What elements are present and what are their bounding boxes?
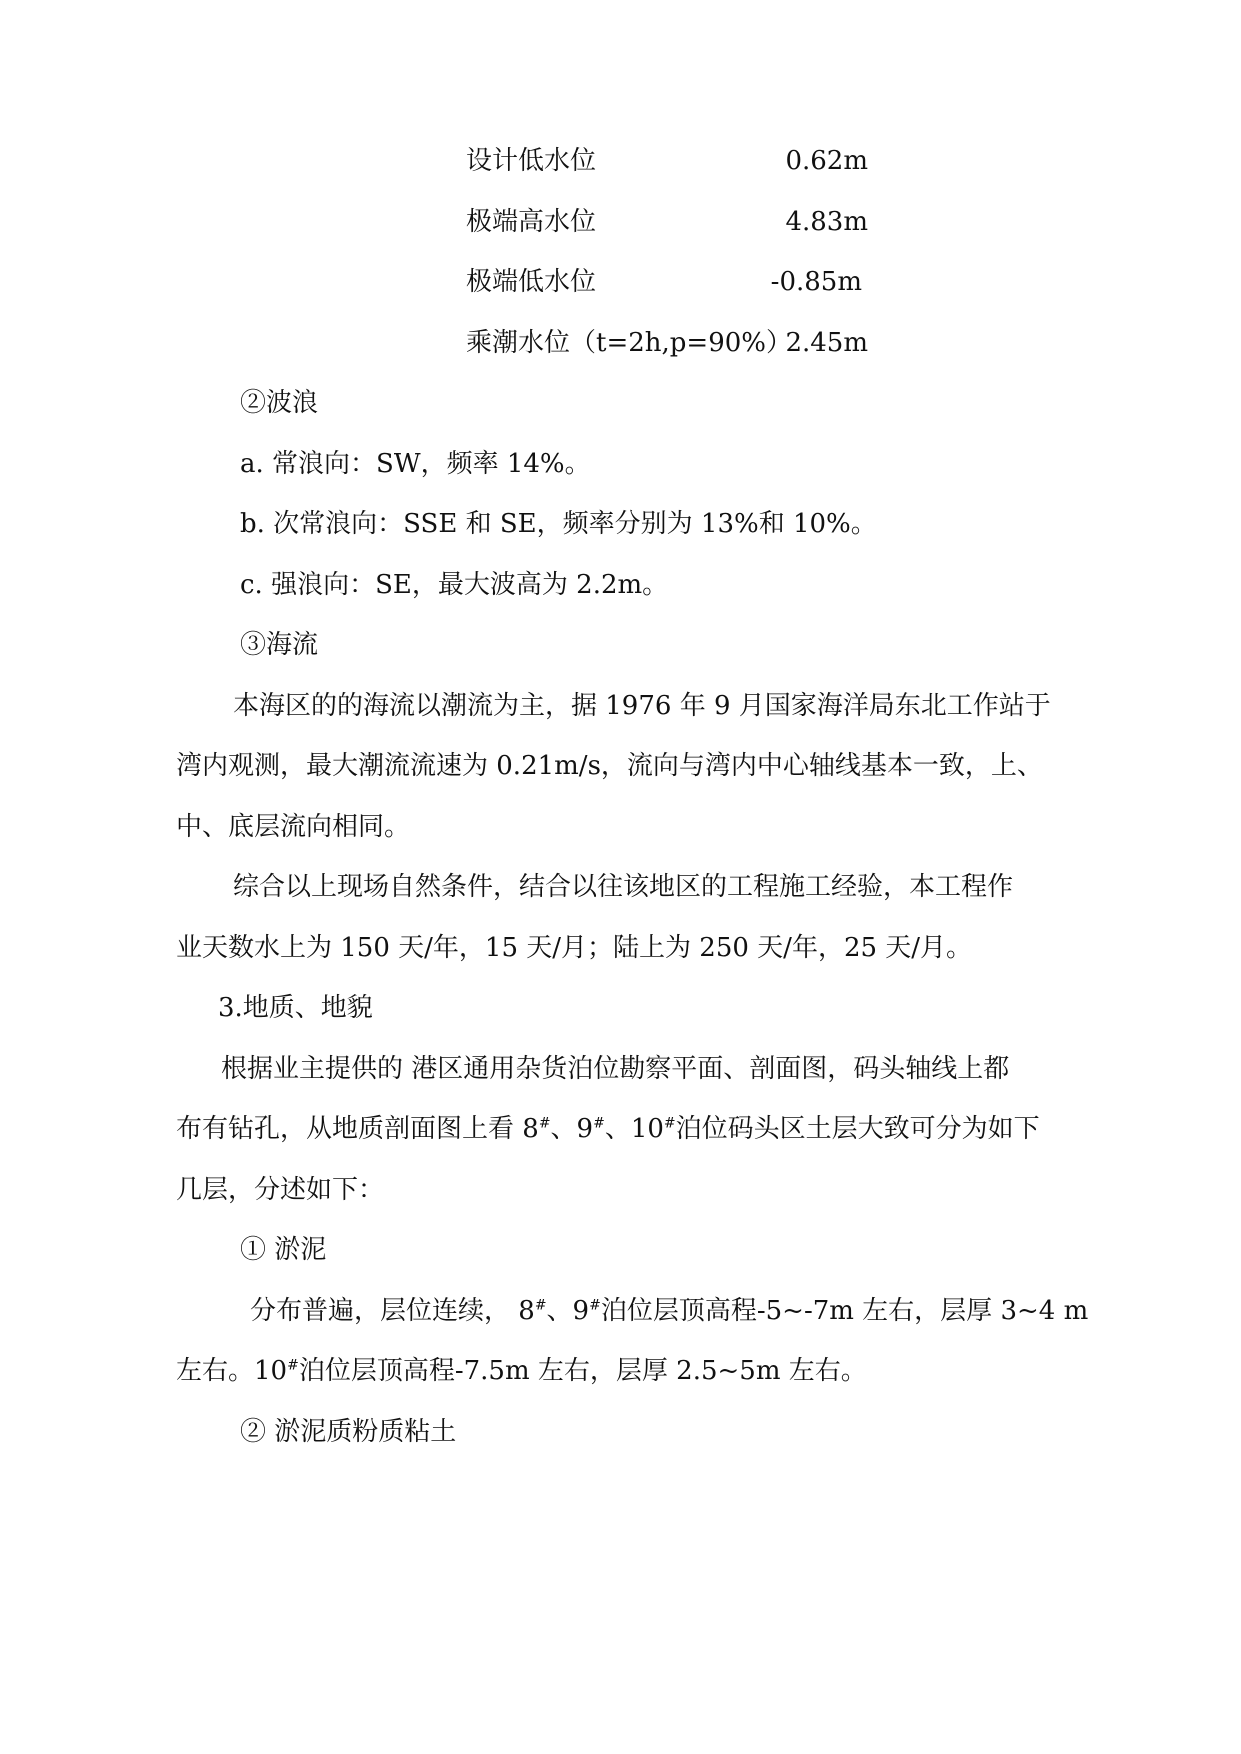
text-segment: 泊位层顶高程-5~-7m 左右，层厚 3~4 m bbox=[600, 1296, 1089, 1326]
currents-paragraph-line-2: 湾内观测，最大潮流流速为 0.21m/s，流向与湾内中心轴线基本一致，上、 bbox=[176, 751, 1043, 781]
geology-intro-line-2 bbox=[176, 1111, 1040, 1147]
geology-intro-line-1: 根据业主提供的 港区通用杂货泊位勘察平面、剖面图，码头轴线上都 bbox=[221, 1054, 1010, 1084]
berth-superscript: # bbox=[663, 1115, 676, 1132]
text-segment: 左右。10 bbox=[176, 1356, 288, 1386]
text-segment: 布有钻孔，从地质剖面图上看 8 bbox=[176, 1114, 539, 1144]
berth-superscript: # bbox=[538, 1115, 551, 1132]
currents-paragraph-line-3: 中、底层流向相同。 bbox=[176, 812, 411, 842]
layer1-heading: ① 淤泥 bbox=[240, 1235, 327, 1265]
tide-value-extreme-high: 4.83m bbox=[785, 207, 868, 237]
tide-label-tidal-ride: 乘潮水位（t=2h,p=90%） bbox=[466, 328, 793, 358]
text-segment: 分布普遍，层位连续， 8 bbox=[250, 1296, 535, 1326]
currents-heading: ③海流 bbox=[240, 630, 319, 660]
tide-value-design-low: 0.62m bbox=[785, 146, 868, 176]
tide-label-design-low: 设计低水位 bbox=[466, 146, 597, 176]
waves-heading: ②波浪 bbox=[240, 388, 319, 418]
text-segment: 泊位码头区土层大致可分为如下 bbox=[675, 1114, 1040, 1144]
currents-paragraph-line-1: 本海区的的海流以潮流为主，据 1976 年 9 月国家海洋局东北工作站于 bbox=[233, 691, 1051, 721]
text-segment: 泊位层顶高程-7.5m 左右，层厚 2.5~5m 左右。 bbox=[298, 1356, 867, 1386]
tide-value-extreme-low: -0.85m bbox=[770, 267, 862, 297]
layer1-line-1 bbox=[250, 1293, 1088, 1329]
berth-superscript: # bbox=[534, 1297, 547, 1314]
layer1-line-2 bbox=[176, 1353, 867, 1389]
tide-value-tidal-ride: 2.45m bbox=[785, 328, 868, 358]
wave-item-c: c. 强浪向：SE，最大波高为 2.2m。 bbox=[240, 570, 669, 600]
geology-intro-line-3: 几层，分述如下： bbox=[176, 1175, 385, 1205]
text-segment: 、9 bbox=[550, 1114, 594, 1144]
berth-superscript: # bbox=[589, 1297, 601, 1314]
berth-superscript: # bbox=[593, 1115, 605, 1132]
berth-superscript: # bbox=[287, 1357, 299, 1374]
wave-item-a: a. 常浪向：SW，频率 14%。 bbox=[240, 449, 591, 479]
wave-item-b: b. 次常浪向：SSE 和 SE，频率分别为 13%和 10%。 bbox=[240, 509, 877, 539]
layer2-heading: ② 淤泥质粉质粘土 bbox=[240, 1417, 457, 1447]
tide-label-extreme-high: 极端高水位 bbox=[466, 207, 597, 237]
text-segment: 、9 bbox=[546, 1296, 590, 1326]
geology-heading: 3.地质、地貌 bbox=[218, 993, 373, 1023]
tide-label-extreme-low: 极端低水位 bbox=[466, 267, 597, 297]
summary-line-2: 业天数水上为 150 天/年，15 天/月；陆上为 250 天/年，25 天/月。 bbox=[176, 933, 973, 963]
summary-line-1: 综合以上现场自然条件，结合以往该地区的工程施工经验，本工程作 bbox=[233, 872, 1014, 902]
text-segment: 、10 bbox=[604, 1114, 664, 1144]
